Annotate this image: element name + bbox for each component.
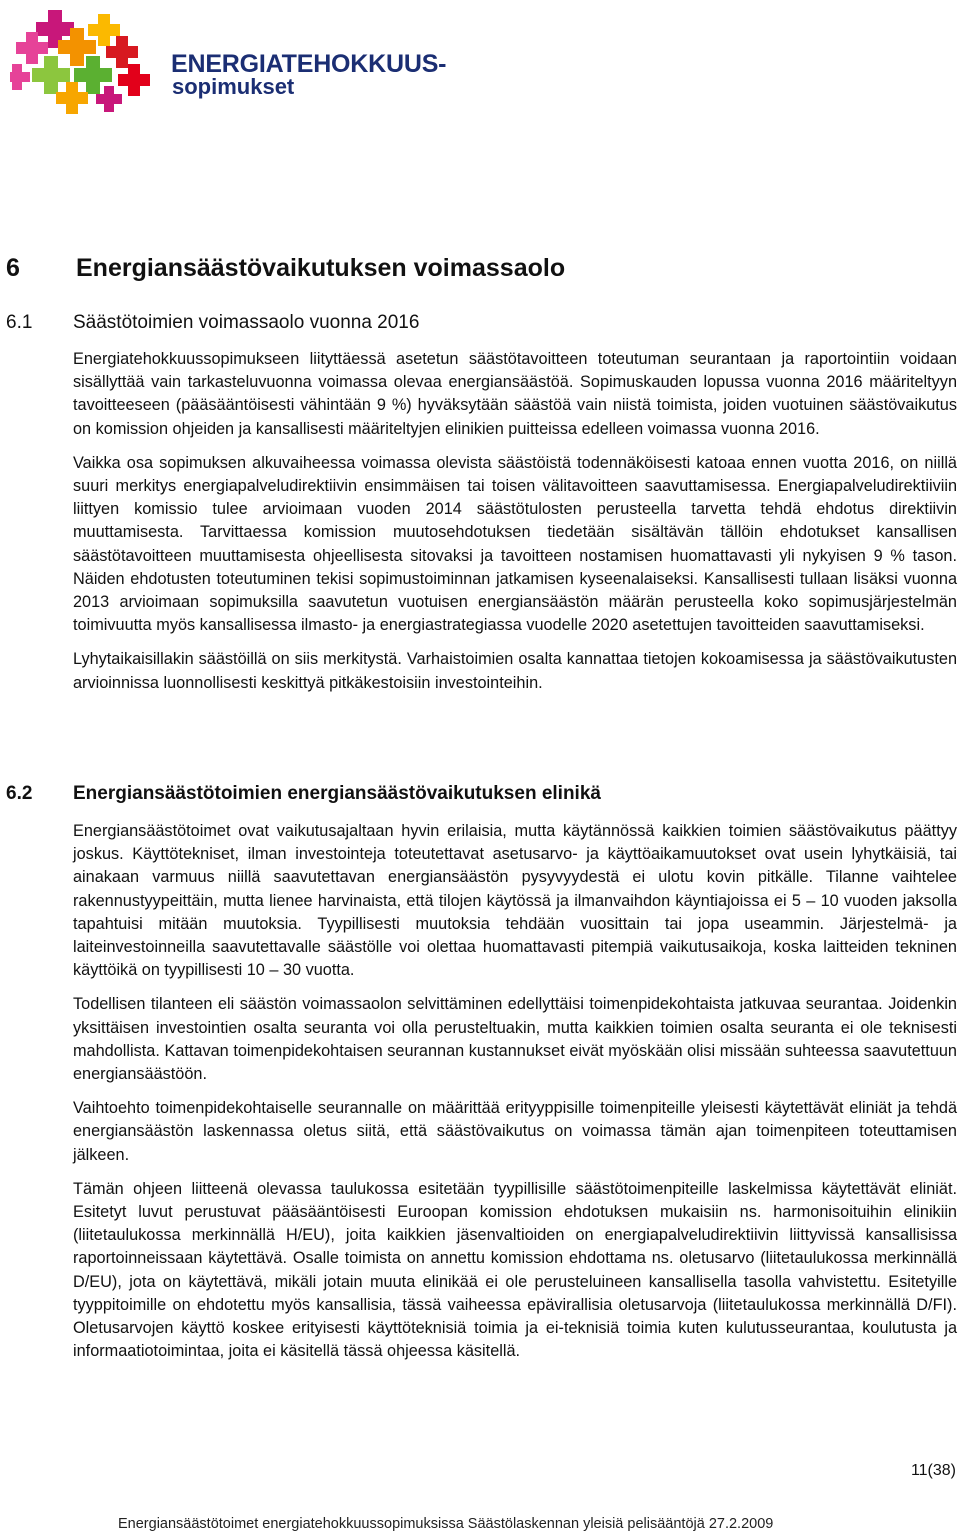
section-number: 6.1 <box>6 312 33 333</box>
paragraph: Tämän ohjeen liitteenä olevassa taulukossa esitetään tyypillisille säästötoimenpiteille laskelmissa käytettävät eliniät. Esitetyt luvut perustuvat pääsääntöisesti Euroopan komission ehdotuksen mukaisiin ns. harmonisoituihin elinikiin (liitetaulukossa merkinnällä H/EU), joita kaikkien jäsenvaltioiden on energiapalveludirektiivin liittyvissä kansallisissa raportoinneissaan käytettävä. Osalle toimista on annettu komission ehdottama ns. oletusarvo (liitetaulukossa merkinnällä D/EU), jota on käytettävä, mikäli jotain muuta elinikää ei ole perusteluineen kansallisella tasolla vahvistettu. Esitetyille tyyppitoimille on ehdotettu myös kansallisia, tässä vaiheessa epävirallisia oletusarvoja (liitetaulukossa merkinnällä D/FI). Oletusarvojen käyttö koskee erityisesti käyttöteknisiä toimia ja ei-teknisiä toimia kuten kulutusseurantaa, koulutusta ja informaatiotoimintaa, joita ei käsitellä tässä ohjeessa käsitellä. <box>73 1179 957 1361</box>
energiatehokkuus-logo <box>8 6 447 116</box>
page-number: 11(38) <box>910 1462 956 1479</box>
logo-text-line1: ENERGIATEHOKKUUS- <box>171 50 447 78</box>
paragraph: Energiatehokkuussopimukseen liityttäessä asetetun säästötavoitteen toteutuman seurantaan ja raportointiin voidaan sisällyttää vain tarkasteluvuonna voimassa olevaa energiansäästöä. Sopimuskauden lopussa vuonna 2016 määriteltyyn tavoitteeseen (pääsääntöisesti vähintään 9 %) hyväksytään säästöä vain niistä toimista, joiden vuotuinen säästövaikutus on komission ohjeiden ja kansallisesti määriteltyjen elinikien puitteissa edelleen voimassa vuonna 2016. <box>73 350 957 438</box>
section-heading-6-1 <box>6 312 419 334</box>
section-title: Säästötoimien voimassaolo vuonna 2016 <box>73 312 420 333</box>
paragraph: Vaikka osa sopimuksen alkuvaiheessa voimassa olevista säästöistä todennäköisesti katoaa ennen vuotta 2016, on niillä suuri merkitys energiapalveludirektiivin ensimmäisen tai toisen välitavoitteen saavuttamisessa. Energiapalveludirektiiviin liittyen komissio tulee arvioimaan vuoden 2014 säästötulosten perusteella tarvetta tehdä ehdotus direktiivin muuttamisesta. Tarvittaessa komission muutosehdotuksen tiedetään sisältävän tällöin ehdotukset kansallisen säästötavoitteen muuttamisesta ohjeellisesta sitovaksi ja tavoitteen nostamisen huomattavasti yli nykyisen 9 % tason. Näiden ehdotusten toteutuminen tekisi sopimustoiminnan jatkamisen kyseenalaiseksi. Kansallisesti tullaan lisäksi vuonna 2013 arvioimaan sopimuksilla saavutetun vuotuisen energiansäästön määrän perusteella koko sopimusjärjestelmän toimivuutta myös kansallisessa ilmasto- ja energiastrategiassa vuodelle 2020 asetettujen tavoitteiden saavuttamiseksi. <box>73 453 957 635</box>
paragraph: Todellisen tilanteen eli säästön voimassaolon selvittäminen edellyttäisi toimenpidekohtaista jatkuvaa seurantaa. Joidenkin yksittäisen investointien osalta seuranta voi olla perusteltuakin, mutta kaikkien toimien osalta seuranta ei ole teknisesti mahdollista. Kattavan toimenpidekohtaisen seurannan kustannukset eivät myöskään olisi missään suhteessa saavutettuun energiansäästöön. <box>73 995 957 1084</box>
paragraph: Lyhytaikaisillakin säästöillä on siis merkitystä. Varhaistoimien osalta kannattaa tietojen kokoamisessa ja säästövaikutusten arvioinnissa luonnollisesti keskittyä pitkäkestoisiin investointeihin. <box>73 650 957 692</box>
section-6-1-body <box>73 348 957 706</box>
chapter-title: Energiansäästövaikutuksen voimassaolo <box>76 254 566 282</box>
logo-text-line2: sopimukset <box>172 74 295 99</box>
chapter-number: 6 <box>6 254 20 282</box>
section-6-2-body <box>73 820 957 1374</box>
section-title: Energiansäästötoimien energiansäästövaikutuksen elinikä <box>73 783 601 804</box>
page-footer: Energiansäästötoimet energiatehokkuussopimuksissa Säästölaskennan yleisiä pelisääntöjä 27.2.2009 <box>118 1516 774 1532</box>
paragraph: Energiansäästötoimet ovat vaikutusajaltaan hyvin erilaisia, mutta käytännössä kaikkien toimien säästövaikutus päättyy joskus. Käyttötekniset, ilman investointeja toteutettavat asetusarvo- ja käyttöaikamuutokset ovat usein lyhytkäisiä, tai ainakaan varmuus niillä saavutettavan energiansäästön pysyvyydestä ei ulotu kovin pitkälle. Tilanne vaihtelee rakennustyypeittäin, mutta lienee harvinaista, että tilojen käytössä ja ilmanvaihdon käyntiajoissa ei 5 – 10 vuoden jaksolla tapahtuisi mitään muutoksia. Tyypillisesti muutoksia tehdään vuosittain tai jopa useammin. Järjestelmä- ja laiteinvestoinneilla saavutettavalle säästölle voi olettaa huomattavasti pitempiä vaikutusaikoja, koska laitteiden tekninen käyttöikä on tyypillisesti 10 – 30 vuotta. <box>73 822 957 980</box>
section-number: 6.2 <box>6 783 33 804</box>
section-heading-6-2 <box>6 783 601 805</box>
logo-crosses-graphic <box>8 6 178 116</box>
paragraph: Vaihtoehto toimenpidekohtaiselle seurannalle on määrittää erityyppisille toimenpiteille yleisesti käytettävät eliniät ja tehdä energiansäästön laskennassa oletus siitä, että säästövaikutus on voimassa tämän ajan toimenpiteen toteuttamisen jälkeen. <box>73 1099 957 1164</box>
chapter-heading <box>6 254 565 283</box>
